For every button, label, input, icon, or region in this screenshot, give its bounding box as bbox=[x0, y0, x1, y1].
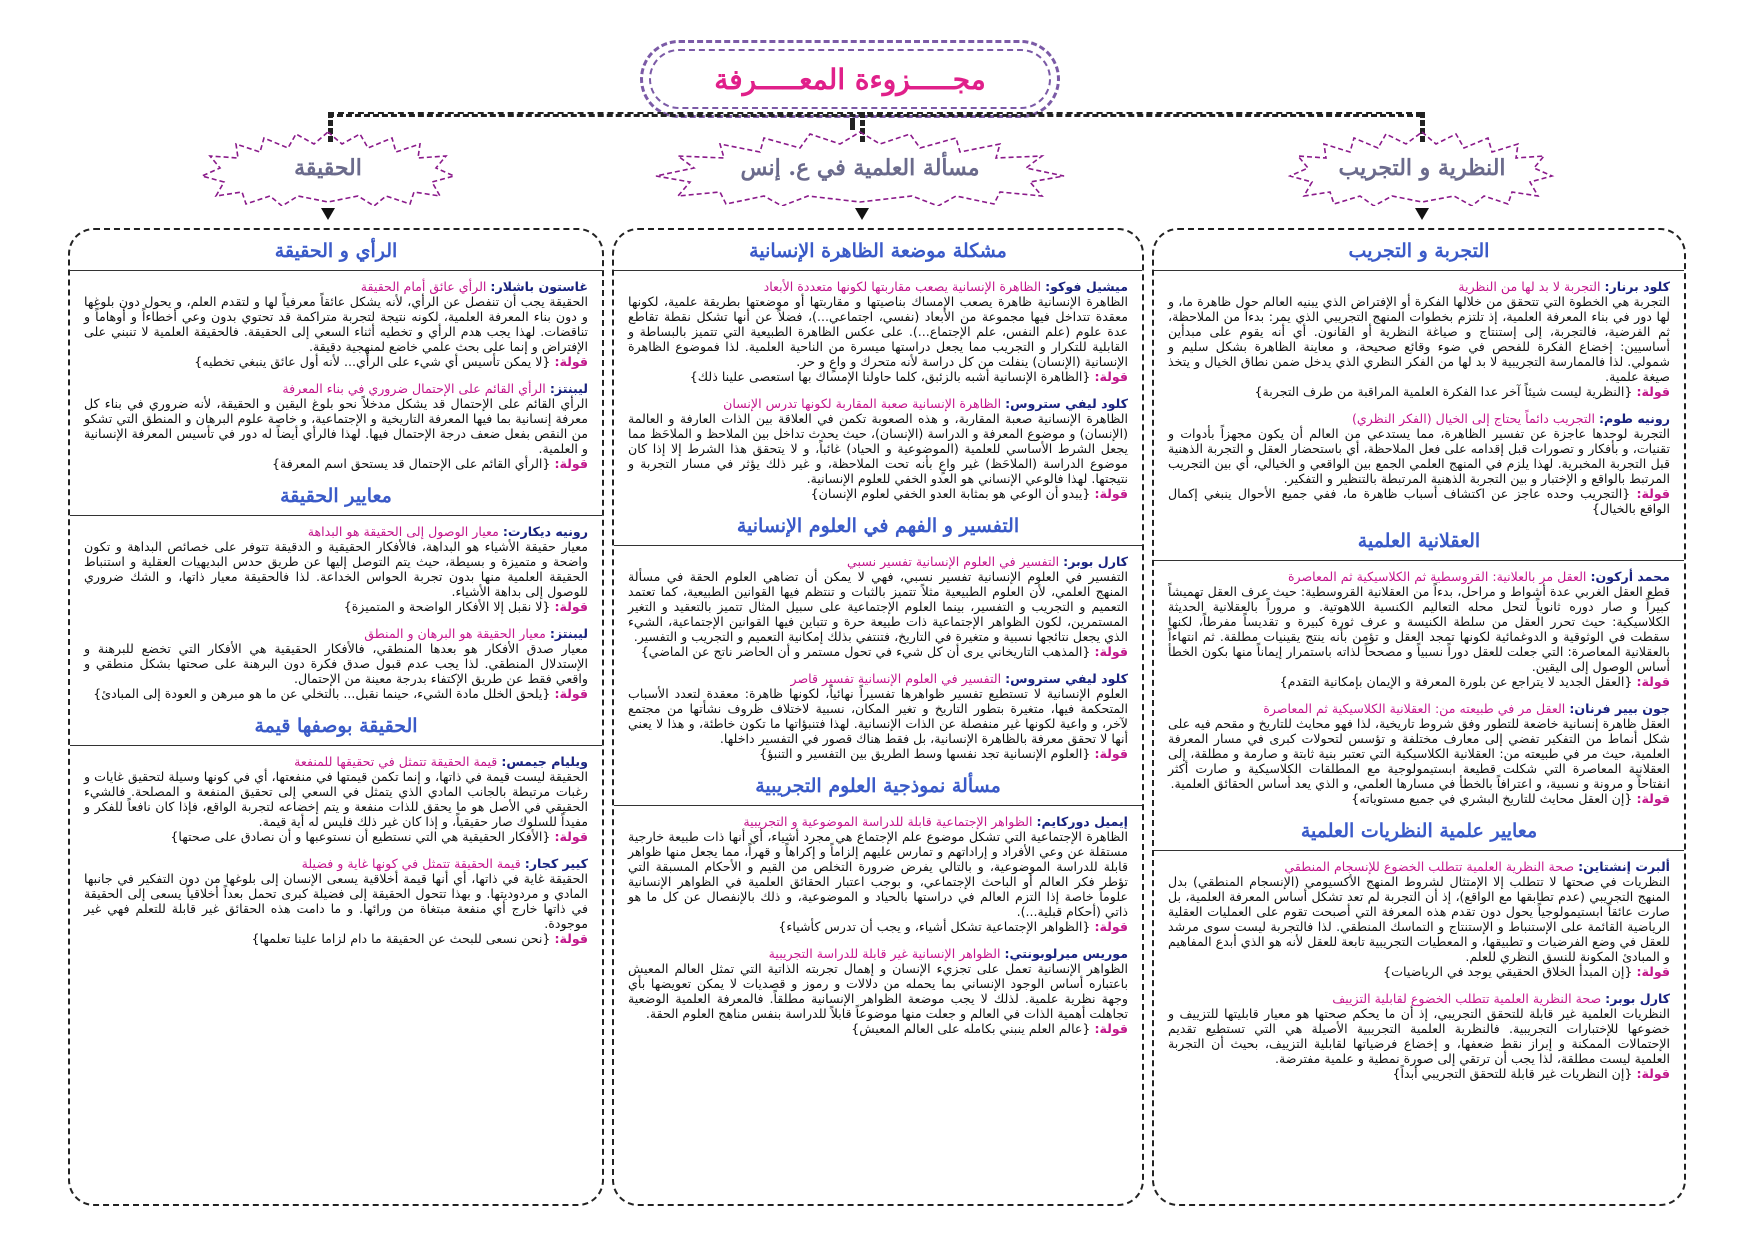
arrow-down-truth bbox=[321, 208, 335, 220]
section-header-human-sciences-label: مسألة العلمية في ع. إنس bbox=[740, 155, 980, 181]
entry: ميشيل فوكو: الظاهرة الإنسانية يصعب مقاربتها لكونها متعددة الأبعاد الظاهرة الإنسانية ظاهرة يصعب الإمساك بناصيتها و مقاربتها أو موضعتها بطريقة علمية، لكونها معقدة تتداخل فيها مجموعة من الأبعاد (نفسي، اجتماعي...)، فضلاً عن أنها تشكل نقطة تقاطع عدة علوم (علم النفس، علم الإجتماع...). على عكس الظاهرة الطبيعية التي تتميز بالبساطة و القابلية للتكرار و التجريب مما يجعل دراستها ميسرة من الناحية العلمية. لذا فموضوع الظاهرة الإنسانية (الإنسان) ينفلت من كل دراسة لأنه متحرك و واعٍ و حر. قولة: {الظاهرة الإنسانية أشبه بالزئبق، كلما حاولنا الإمساك بها استعصى علينا ذلك} bbox=[628, 279, 1128, 384]
main-title-text: مجـــــزوءة المعـــــرفة bbox=[714, 62, 986, 96]
section-header-truth-label: الحقيقة bbox=[294, 155, 362, 181]
main-title bbox=[640, 40, 1060, 118]
column-truth bbox=[68, 228, 604, 1206]
entry: رونيه ديكارت: معيار الوصول إلى الحقيقة هو البداهة معيار حقيقة الأشياء هو البداهة، فالأفكار الحقيقية و الدقيقة تتوفر على خصائص البداهة و تكون واضحة و متميزة و بسيطة، حيث يتم التوصل إليها عن طريق حدس البديهيات العقلية و استنباط الحقيقة العلمية منها بدون تجربة الحواس الخداعة. لذا فالحقيقة معيار ذاتها، و الشك ضروري للوصول إلى بداهة الأشياء. قولة: {لا نقبل إلا الأفكار الواضحة و المتميزة} bbox=[84, 524, 588, 614]
entry: كارل بوبر: صحة النظرية العلمية تتطلب الخضوع لقابلية التزييف النظريات العلمية غير قابلة للتحقق التجريبي، إذ أن ما يحكم صحتها هو معيار قابليتها للتزييف و خضوعها للإختبارات التجريبية. فالنظرية العلمية التجريبية الأصيلة هي التي تستطيع تقديم الإحتمالات الممكنة و إبراز نقط ضعفها، و إخضاع فرضياتها لقابلية التزييف، بحيث أن التجربة العلمية ليست مطلقة، لذا يجب أن ترتقي إلى صورة نمطية و علمية مفترضة. قولة: {إن النظريات غير قابلة للتحقق التجريبي أبداً} bbox=[1168, 991, 1670, 1081]
entry: ليبنتز: الرأي القائم على الإحتمال ضروري في بناء المعرفة الرأي القائم على الإحتمال قد يشكل مدخلاً نحو بلوغ اليقين و الحقيقة، لأنه ضروري في بناء كل معرفة إنسانية بما فيها المعرفة التاريخية و الإجتماعية، و خاصة علوم البرهان و المنطق التي تشكو من النقص بفعل ضعف درجة الإحتمال فيها. لهذا فالرأي أيضاً له دور في تأسيس المعرفة الإنسانية و العلمية. قولة: {الرأي القائم على الإحتمال قد يستحق اسم المعرفة} bbox=[84, 381, 588, 471]
entry: جون بيير فرنان: العقل مر في طبيعته من: العقلانية الكلاسيكية ثم المعاصرة العقل ظاهرة إنسانية خاضعة للتطور وفق شروط تاريخية، لذا فهو محايث للتاريخ و مقحم فيه على شكل أنماط من التفكير تفضي إلى معارف مختلفة و تؤسس لتحولات كبرى في مسار المعرفة العلمية، حيث مر في طبيعته من: العقلانية الكلاسيكية التي تعتبر بنية ثابتة و صارمة و مطلقة، إلى العقلانية المعاصرة التي شكلت قطيعة ابستيمولوجية مع المطلقات الكلاسيكية و صارت أكثر انفتاحاً و مرونة و نسبية، و اعترافاً بالخطأ في مسارها العلمي، و الذي يعد أساس الحقائق العلمية. قولة: {إن العقل محايث للتاريخ البشري في جميع مستوياته} bbox=[1168, 701, 1670, 806]
connector-horizontal bbox=[328, 112, 1422, 117]
section-header-truth bbox=[200, 130, 456, 206]
entry: كارل بوبر: التفسير في العلوم الإنسانية تفسير نسبي التفسير في العلوم الإنسانية تفسير نسبي، فهي لا يمكن أن تضاهي العلوم الحقة في مسألة المنهج العلمي، لأن العلوم الطبيعية مثلاً تتميز بالثبات و تنتظم فيها القوانين الطبيعية، كما تعتمد التعميم و التجريب و التفسير، بينما العلوم الإجتماعية على سبيل المثال تتميز بالتعقيد و التغير المستمرين، لكون الظواهر الإجتماعية ذات طبيعة حرة و تتباين فيها القوانين الإجتماعية، الشيء الذي يجعل نتائجها نسبية و متغيرة في التاريخ، فتنتفي بذلك إمكانية التعميم و التجريب و التفسير. قولة: {المذهب التاريخاني يرى أن كل شيء في تحول مستمر و أن الحاضر ناتج عن الماضي} bbox=[628, 554, 1128, 659]
section-header-human-sciences bbox=[650, 130, 1070, 206]
section-title: التفسير و الفهم في العلوم الإنسانية bbox=[614, 513, 1142, 546]
section-title: العقلانية العلمية bbox=[1154, 528, 1684, 561]
column-human-sciences bbox=[612, 228, 1144, 1206]
section-header-theory-label: النظرية و التجريب bbox=[1338, 155, 1506, 181]
entry: كلود ليفي ستروس: التفسير في العلوم الإنسانية تفسير قاصر العلوم الإنسانية لا تستطيع تفسير ظواهرها تفسيراً نهائياً، لكونها ظاهرة: معقدة لتعدد الأسباب المتحكمة فيها، متغيرة بتطور التاريخ و تغير المكان، نسبية لاختلاف ظروف نشأتها من مجتمع لآخر، و واعية لكونها غير منفصلة عن الذات الإنسانية. لهذا فتنبؤاتها ما تكون خاطئة، و هذا لا يعني أنها لا تحقق معرفة بالظاهرة الإنسانية، بل فقط هناك قصور في التفسير داخلها. قولة: {العلوم الإنسانية تجد نفسها وسط الطريق بين التفسير و التنبؤ} bbox=[628, 671, 1128, 761]
entry: كلود برنار: التجربة لا بد لها من النظرية التجربة هي الخطوة التي تتحقق من خلالها الفكرة أو الإفتراض الذي يبنيه العالم حول ظاهرة ما، و لها دور في بناء المعرفة العلمية، إذ تلتزم بخطوات المنهج التجريبي الذي يمر: بدءاً من الملاحظة، ثم الفرضية، فالتجربة، إلى إستنتاج و صياغة النظرية أو القانون. أي أنه يقوم على مبدأين أساسيين: إخضاع الفكرة للفحص في ضوء وقائع صحيحة، و معاينة الظاهرة بشكل سليم و شمولي. لذا فالممارسة التجريبية لا بد لها من الفكر النظري الذي يدخل ضمن نطاق الخيال و يتخذ صيغة علمية. قولة: {النظرية ليست شيئاً آخر عدا الفكرة العلمية المراقبة من طرف التجربة} bbox=[1168, 279, 1670, 399]
entry: غاستون باشلار: الرأي عائق أمام الحقيقة الحقيقة يجب أن تنفصل عن الرأي، لأنه يشكل عائقاً معرفياً لها و لتقدم العلم، و يحول دون بلوغها و دون بناء المعرفة العلمية، لكونه نتيجة لتجربة متراكمة قد تحتوي بدون وعي أخطاءاً و أوهاماً و تناقضات. لهذا يجب هدم الرأي و تخطيه أثناء السعي إلى الحقيقة. فالحقيقة العلمية لا تنبني على الإفتراض و إنما على بحث علمي خاضع لمنهجية دقيقة. قولة: {لا يمكن تأسيس أي شيء على الرأي... لأنه أول عائق ينبغي تخطيه} bbox=[84, 279, 588, 369]
entry: موريس ميرلوبونتي: الظواهر الإنسانية غير قابلة للدراسة التجريبية الظواهر الإنسانية تعمل على تجزيء الإنسان و إهمال تجربته الذاتية التي تمثل العالم المعيش باعتباره أساس الوجود الإنساني بما يحمله من دلالات و رموز و قصديات لا يمكن تعويضها بأي وجهة نظرية علمية. لذلك لا يجب موضعة الظواهر الإنسانية مطلقاً. فالمعرفة العلمية الوضعية تجاهلت أهمية الذات في العالم و جعلت منها موضوعاً قابلاً للدراسة بنفس مناهج العلوم الحقة. قولة: {عالم العلم ينبني بكامله على العالم المعيش} bbox=[628, 946, 1128, 1036]
section-title: الرأي و الحقيقة bbox=[70, 238, 602, 271]
column-theory bbox=[1152, 228, 1686, 1206]
connector-vertical bbox=[850, 118, 855, 130]
entry: ويليام جيمس: قيمة الحقيقة تتمثل في تحقيقها للمنفعة الحقيقة ليست قيمة في ذاتها، و إنما تكمن قيمتها في منفعتها، أي في كونها وسيلة لتحقيق غايات و رغبات مرتبطة بالجانب المادي الذي يتمثل في السعي إلى تحقيق المنفعة و المصلحة. فالشيء الحقيقي في الأصل هو ما يحقق للذات منفعة و يتم إخضاعه لتجربة الواقع، فإذا كان نافعاً للفكر و مفيداً للسلوك صار حقيقياً، و إذا كان غير ذلك فليس له أية قيمة. قولة: {الأفكار الحقيقية هي التي نستطيع أن نستوعبها و أن نصادق على صحتها} bbox=[84, 754, 588, 844]
entry: ألبرت إنشتاين: صحة النظرية العلمية تتطلب الخضوع للإنسجام المنطقي النظريات في صحتها لا تتطلب إلا الإمتثال لشروط المنهج الأكسيومي (الإنسجام المنطقي) بدل المنهج التجريبي (عدم تطابقها مع الواقع)، إذ أن التجربة لم تعد تشكل أساس المعرفة العلمية، بل صارت عائقاً ابستيمولوجياً يحول دون تقدم هذه المعرفة التي أصبحت تقوم على العمليات العقلية الرياضية القائمة على الإستنباط و الإستنتاج و التماسك المنطقي. لذا فالتجربة ليست سوى مرشد للعقل في وضع الفرضيات و تطبيقها، و المعطيات التجريبية تابعة للعقل لأنه هو الذي أبدع المفاهيم و المبادئ المكونة للنسق النظري للعلم. قولة: {إن المبدأ الخلاق الحقيقي يوجد في الرياضيات} bbox=[1168, 859, 1670, 979]
section-title: معايير علمية النظريات العلمية bbox=[1154, 818, 1684, 851]
entry: إيميل دوركايم: الظواهر الإجتماعية قابلة للدراسة الموضوعية و التجريبية الظاهرة الإجتماعية التي تشكل موضوع علم الإجتماع هي مجرد أشياء، أي أنها ذات طبيعة خارجية مستقلة عن وعي الأفراد و إراداتهم و تمارس عليهم إلزاماً و إكراهاً و قهراً، مما يجعل منها ظواهر قابلة للدراسة الموضوعية، و بالتالي يفرض ضرورة التخلص من القيم و الأحكام المسبقة التي تؤطر فكر العالم أو الباحث الإجتماعي، و بوجب اعتبار الحقائق العلمية في الظواهر الإنسانية علوماً خاصة إذا التزم العالم في دراستها بالحياد و الموضوعية، و ذلك بالإنفصال عن كل ما هو ذاتي (أحكام قبلية...). قولة: {الظواهر الإجتماعية تشكل أشياء، و يجب أن تدرس كأشياء} bbox=[628, 814, 1128, 934]
section-title: مشكلة موضعة الظاهرة الإنسانية bbox=[614, 238, 1142, 271]
section-header-theory bbox=[1288, 130, 1556, 206]
entry: رونيه طوم: التجريب دائماً يحتاج إلى الخيال (الفكر النظري) التجربة لوحدها عاجزة عن تفسير الظاهرة، مما يستدعي من العالم أن يكون مجهزاً بأدوات و تقنيات، و بأفكار و تصورات قبل إقدامه على فعل الملاحظة، أي باستحضار العقل و التجربة الذهنية قبل التجربة المخبرية. لهذا يلزم في المنهج العلمي الجمع بين الواقعي و الخيالي، أي بين التجريب المرتبط بالواقع و الإختبار و بين التجربة الذهنية المرتبطة بالتنظير و التفكير. قولة: {التجريب وحده عاجز عن اكتشاف أسباب ظاهرة ما، ففي جميع الأحوال ينبغي إكمال الواقع بالخيال} bbox=[1168, 411, 1670, 516]
arrow-down-theory bbox=[1415, 208, 1429, 220]
entry: محمد أركون: العقل مر بالعلانية: القروسطية ثم الكلاسيكية ثم المعاصرة قطع العقل الغربي عدة أشواط و مراحل، بدءاً من العقلانية القروسطية: حيث عرف العقل تهميشاً كبيراً و صار دوره ثانوياً لتحل محله التعاليم الكنسية اللاهوتية. و مروراً بالعقلانية الحديثة الكلاسيكية: حيث تحرر العقل من سلطة الكنيسة و عرف ثورة كبيرة و تقديساً مفرطاً، لكنها سقطت في الوثوقية و الدوغمائية لكونها تمجد العقل و تؤمن بأنه ينتج يقينيات مطلقة. ثم انتهاءاً بالعقلانية المعاصرة: التي جعلت للعقل دوراً نسبياً و مصححاً لذاته باستمرار إيماناً منها بكون الخطأ أساس الوصول إلى اليقين. قولة: {العقل الجديد لا يتراجع عن بلورة المعرفة و الإيمان بإمكانية التقدم} bbox=[1168, 569, 1670, 689]
section-title: التجربة و التجريب bbox=[1154, 238, 1684, 271]
arrow-down-human-sciences bbox=[855, 208, 869, 220]
entry: كيير كجار: قيمة الحقيقة تتمثل في كونها غاية و فضيلة الحقيقة غاية في ذاتها، أي أنها قيمة أخلاقية يسعى الإنسان إلى بلوغها من دون التفكير في جانبها المادي و مردوديتها. و بهذا تتحول الحقيقة إلى فضيلة كبرى تحمل بعداً أخلاقياً يسعى إلى الحقيقة في ذاتها خارج أي منفعة مبتغاة من ورائها. و ما دامت هذه الحقائق غير قابلة للتعلم فهي غير موجودة. قولة: {نحن نسعى للبحث عن الحقيقة ما دام لزاما علينا تعلمها} bbox=[84, 856, 588, 946]
section-title: معايير الحقيقة bbox=[70, 483, 602, 516]
section-title: الحقيقة بوصفها قيمة bbox=[70, 713, 602, 746]
entry: ليبنتز: معيار الحقيقة هو البرهان و المنطق معيار صدق الأفكار هو بعدها المنطقي، فالأفكار الحقيقية هي الأفكار التي تخضع للبرهنة و الإستدلال المنطقي. لذا يجب عدم قبول صدق فكرة دون البرهنة على صحتها بشكل منطقي و واقعي فقط عن طريق الإكتفاء بدرجة معينة من الإحتمال. قولة: {يلحق الخلل مادة الشيء، حينما نقبل... بالتخلي عن ما هو مبرهن و العودة إلى المبادئ} bbox=[84, 626, 588, 701]
entry: كلود ليفي ستروس: الظاهرة الإنسانية صعبة المقاربة لكونها تدرس الإنسان الظاهرة الإنسانية صعبة المقاربة، و هذه الصعوبة تكمن في العلاقة بين الذات العارفة و العالمة (الإنسان) و موضوع المعرفة و الدراسة (الإنسان)، حيث يحدث تداخل بين الملاحظ و الملاحَظ مما يجعل الشرط الأساسي للعلمية (الموضوعية و الحياد) غائباً، و لا يتحقق هذا الشرط إلا إذا كان موضوع الدراسة (الملاحَظ) غير واعٍ بأنه تحت الملاحظة، و غير ذلك يؤثر في مسار التجربة و نتيجتها. لهذا فالوعي الإنساني هو العدو الخفي للعلوم الإنسانية. قولة: {يبدو أن الوعي هو بمثابة العدو الخفي لعلوم الإنسان} bbox=[628, 396, 1128, 501]
section-title: مسألة نموذجية العلوم التجريبية bbox=[614, 773, 1142, 806]
